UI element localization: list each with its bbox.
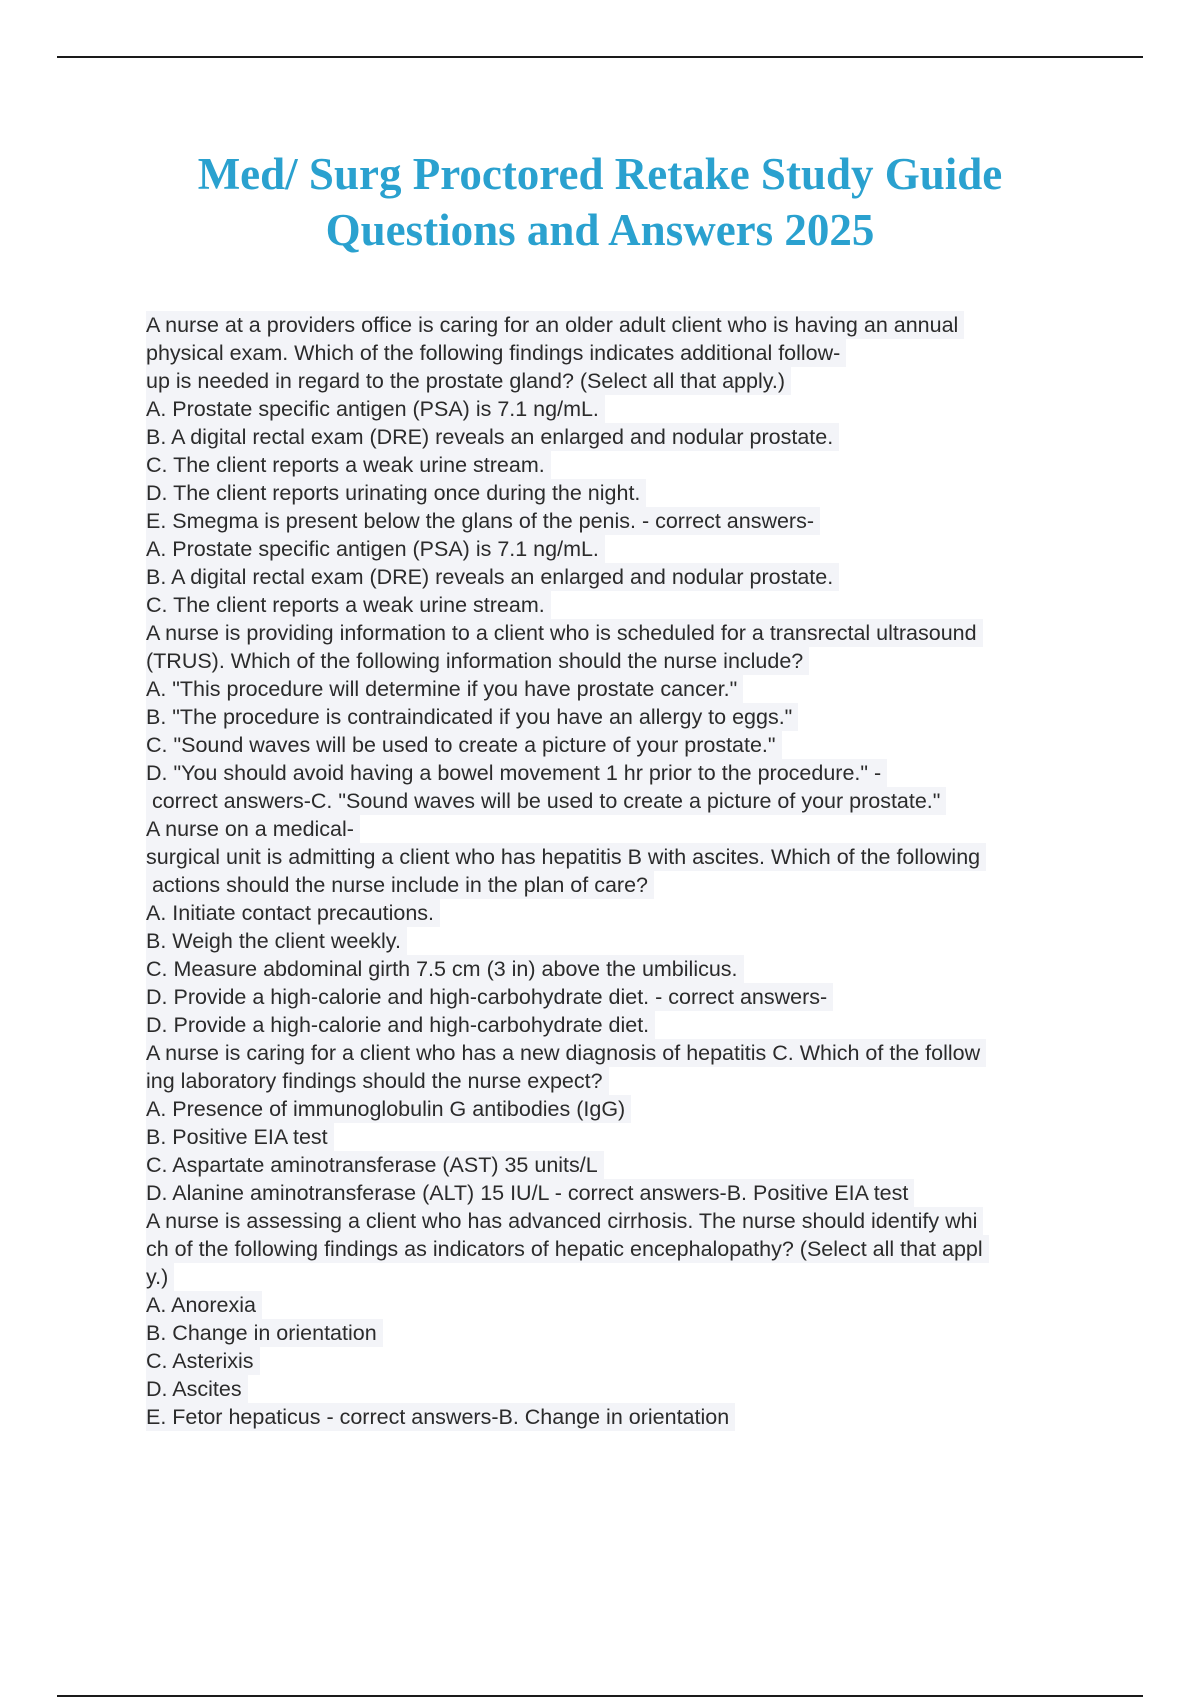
text-line: A nurse is caring for a client who has a new diagnosis of hepatitis C. Which of the follow — [146, 1039, 986, 1067]
text-line: A nurse on a medical- — [146, 815, 360, 843]
text-line: B. "The procedure is contraindicated if you have an allergy to eggs." — [146, 703, 798, 731]
text-line: B. A digital rectal exam (DRE) reveals an enlarged and nodular prostate. — [146, 423, 839, 451]
text-line: D. The client reports urinating once during the night. — [146, 479, 646, 507]
text-line: D. Ascites — [146, 1375, 248, 1403]
document-title — [100, 146, 1100, 258]
text-line: actions should the nurse include in the plan of care? — [146, 871, 654, 899]
text-line: B. A digital rectal exam (DRE) reveals an enlarged and nodular prostate. — [146, 563, 839, 591]
text-line: up is needed in regard to the prostate gland? (Select all that apply.) — [146, 367, 791, 395]
text-line: A nurse at a providers office is caring for an older adult client who is having an annual — [146, 311, 964, 339]
document-body — [146, 311, 1096, 1431]
text-line: physical exam. Which of the following findings indicates additional follow- — [146, 339, 846, 367]
top-rule — [57, 56, 1143, 58]
text-line: B. Positive EIA test — [146, 1123, 334, 1151]
text-line: A nurse is assessing a client who has advanced cirrhosis. The nurse should identify whi — [146, 1207, 983, 1235]
title-line-1: Med/ Surg Proctored Retake Study Guide — [197, 149, 1003, 199]
text-line: D. Alanine aminotransferase (ALT) 15 IU/L - correct answers-B. Positive EIA test — [146, 1179, 914, 1207]
text-line: C. Measure abdominal girth 7.5 cm (3 in) above the umbilicus. — [146, 955, 744, 983]
text-line: ch of the following findings as indicators of hepatic encephalopathy? (Select all that appl — [146, 1235, 989, 1263]
text-line: A. Presence of immunoglobulin G antibodies (IgG) — [146, 1095, 631, 1123]
text-line: D. Provide a high-calorie and high-carbohydrate diet. - correct answers- — [146, 983, 833, 1011]
text-line: (TRUS). Which of the following information should the nurse include? — [146, 647, 809, 675]
text-line: B. Weigh the client weekly. — [146, 927, 407, 955]
text-line: B. Change in orientation — [146, 1319, 383, 1347]
text-line: C. Asterixis — [146, 1347, 260, 1375]
bottom-rule — [57, 1695, 1143, 1697]
text-line: A. Prostate specific antigen (PSA) is 7.1 ng/mL. — [146, 535, 605, 563]
text-line: A nurse is providing information to a client who is scheduled for a transrectal ultrasound — [146, 619, 983, 647]
text-line: A. "This procedure will determine if you have prostate cancer." — [146, 675, 743, 703]
text-line: C. The client reports a weak urine stream. — [146, 451, 551, 479]
title-line-2: Questions and Answers 2025 — [325, 205, 875, 255]
text-line: C. "Sound waves will be used to create a picture of your prostate." — [146, 731, 782, 759]
text-line: A. Initiate contact precautions. — [146, 899, 440, 927]
text-line: D. Provide a high-calorie and high-carbohydrate diet. — [146, 1011, 655, 1039]
text-line: C. The client reports a weak urine stream. — [146, 591, 551, 619]
text-line: C. Aspartate aminotransferase (AST) 35 units/L — [146, 1151, 604, 1179]
text-line: correct answers-C. "Sound waves will be used to create a picture of your prostate." — [146, 787, 946, 815]
text-line: E. Smegma is present below the glans of the penis. - correct answers- — [146, 507, 820, 535]
text-line: surgical unit is admitting a client who has hepatitis B with ascites. Which of the following — [146, 843, 986, 871]
text-line: ing laboratory findings should the nurse expect? — [146, 1067, 609, 1095]
text-line: A. Prostate specific antigen (PSA) is 7.1 ng/mL. — [146, 395, 605, 423]
text-line: E. Fetor hepaticus - correct answers-B. Change in orientation — [146, 1403, 735, 1431]
text-line: y.) — [146, 1263, 174, 1291]
text-line: D. "You should avoid having a bowel movement 1 hr prior to the procedure." - — [146, 759, 887, 787]
text-line: A. Anorexia — [146, 1291, 262, 1319]
